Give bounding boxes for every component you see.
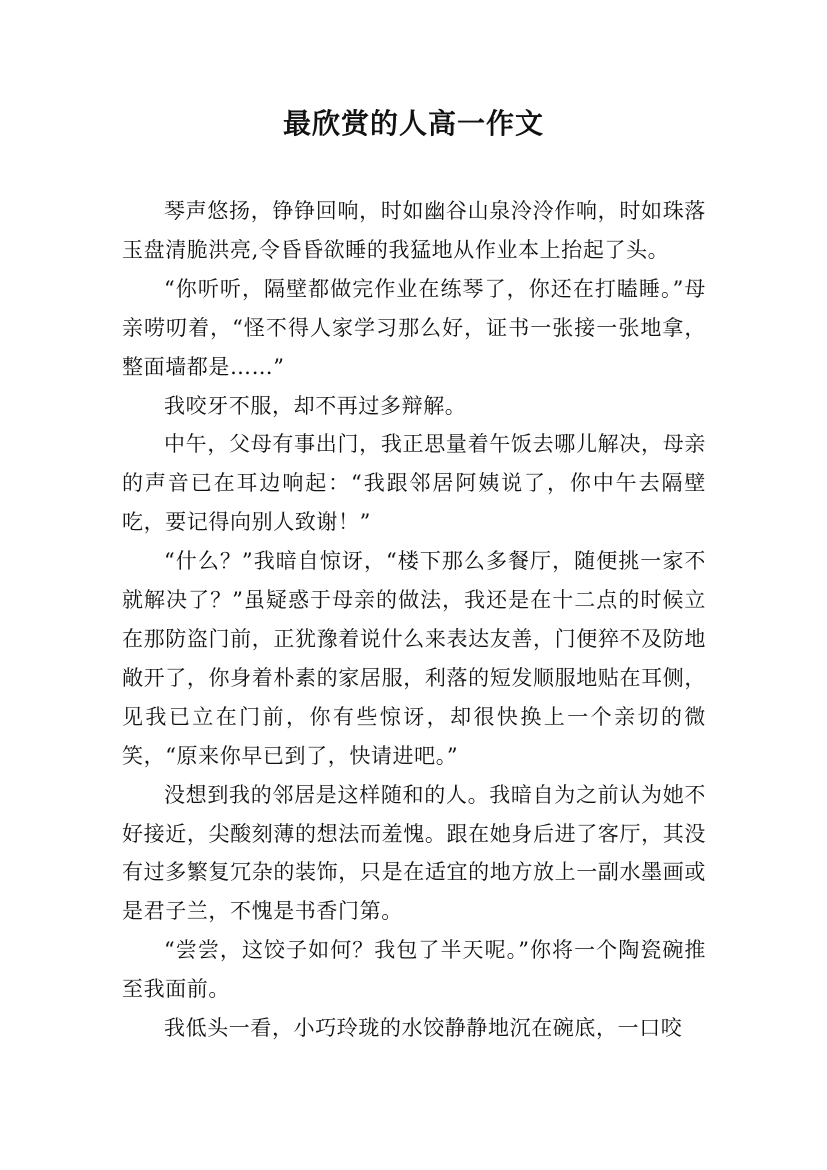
paragraph: 琴声悠扬，铮铮回响，时如幽谷山泉泠泠作响，时如珠落玉盘清脆洪亮,令昏昏欲睡的我猛地从作业本上抬起了头。 [122,199,706,262]
paragraph: 没想到我的邻居是这样随和的人。我暗自为之前认为她不好接近，尖酸刻薄的想法而羞愧。跟在她身后进了客厅，其没有过多繁复冗杂的装饰，只是在适宜的地方放上一副水墨画或是君子兰，不愧是书香门第。 [122,782,706,924]
paragraph: 我咬牙不服，却不再过多辩解。 [164,393,467,418]
paragraph: “尝尝，这饺子如何？我包了半天呢。”你将一个陶瓷碗推至我面前。 [122,938,706,1002]
paragraph: “你听听，隔壁都做完作业在练琴了，你还在打瞌睡。”母亲唠叨着，“怪不得人家学习那么好，证书一张接一张地拿，整面墙都是……” [122,276,706,379]
paragraph: 我低头一看，小巧玲珑的水饺静静地沉在碗底，一口咬 [164,1016,683,1041]
paragraph: 中午，父母有事出门，我正思量着午饭去哪儿解决，母亲的声音已在耳边响起：“我跟邻居阿姨说了，你中午去隔壁吃，要记得向别人致谢！” [122,432,706,535]
document-title: 最欣赏的人高一作文 [282,107,544,140]
document-body [122,192,706,1048]
paragraph: “什么？”我暗自惊讶，“楼下那么多餐厅，随便挑一家不就解决了？”虽疑惑于母亲的做法，我还是在十二点的时候立在那防盗门前，正犹豫着说什么来表达友善，门便猝不及防地敞开了，你身着朴素的家居服，利落的短发顺服地贴在耳侧，见我已立在门前，你有些惊讶，却很快换上一个亲切的微笑，“原来你早已到了，快请进吧。” [122,549,706,768]
